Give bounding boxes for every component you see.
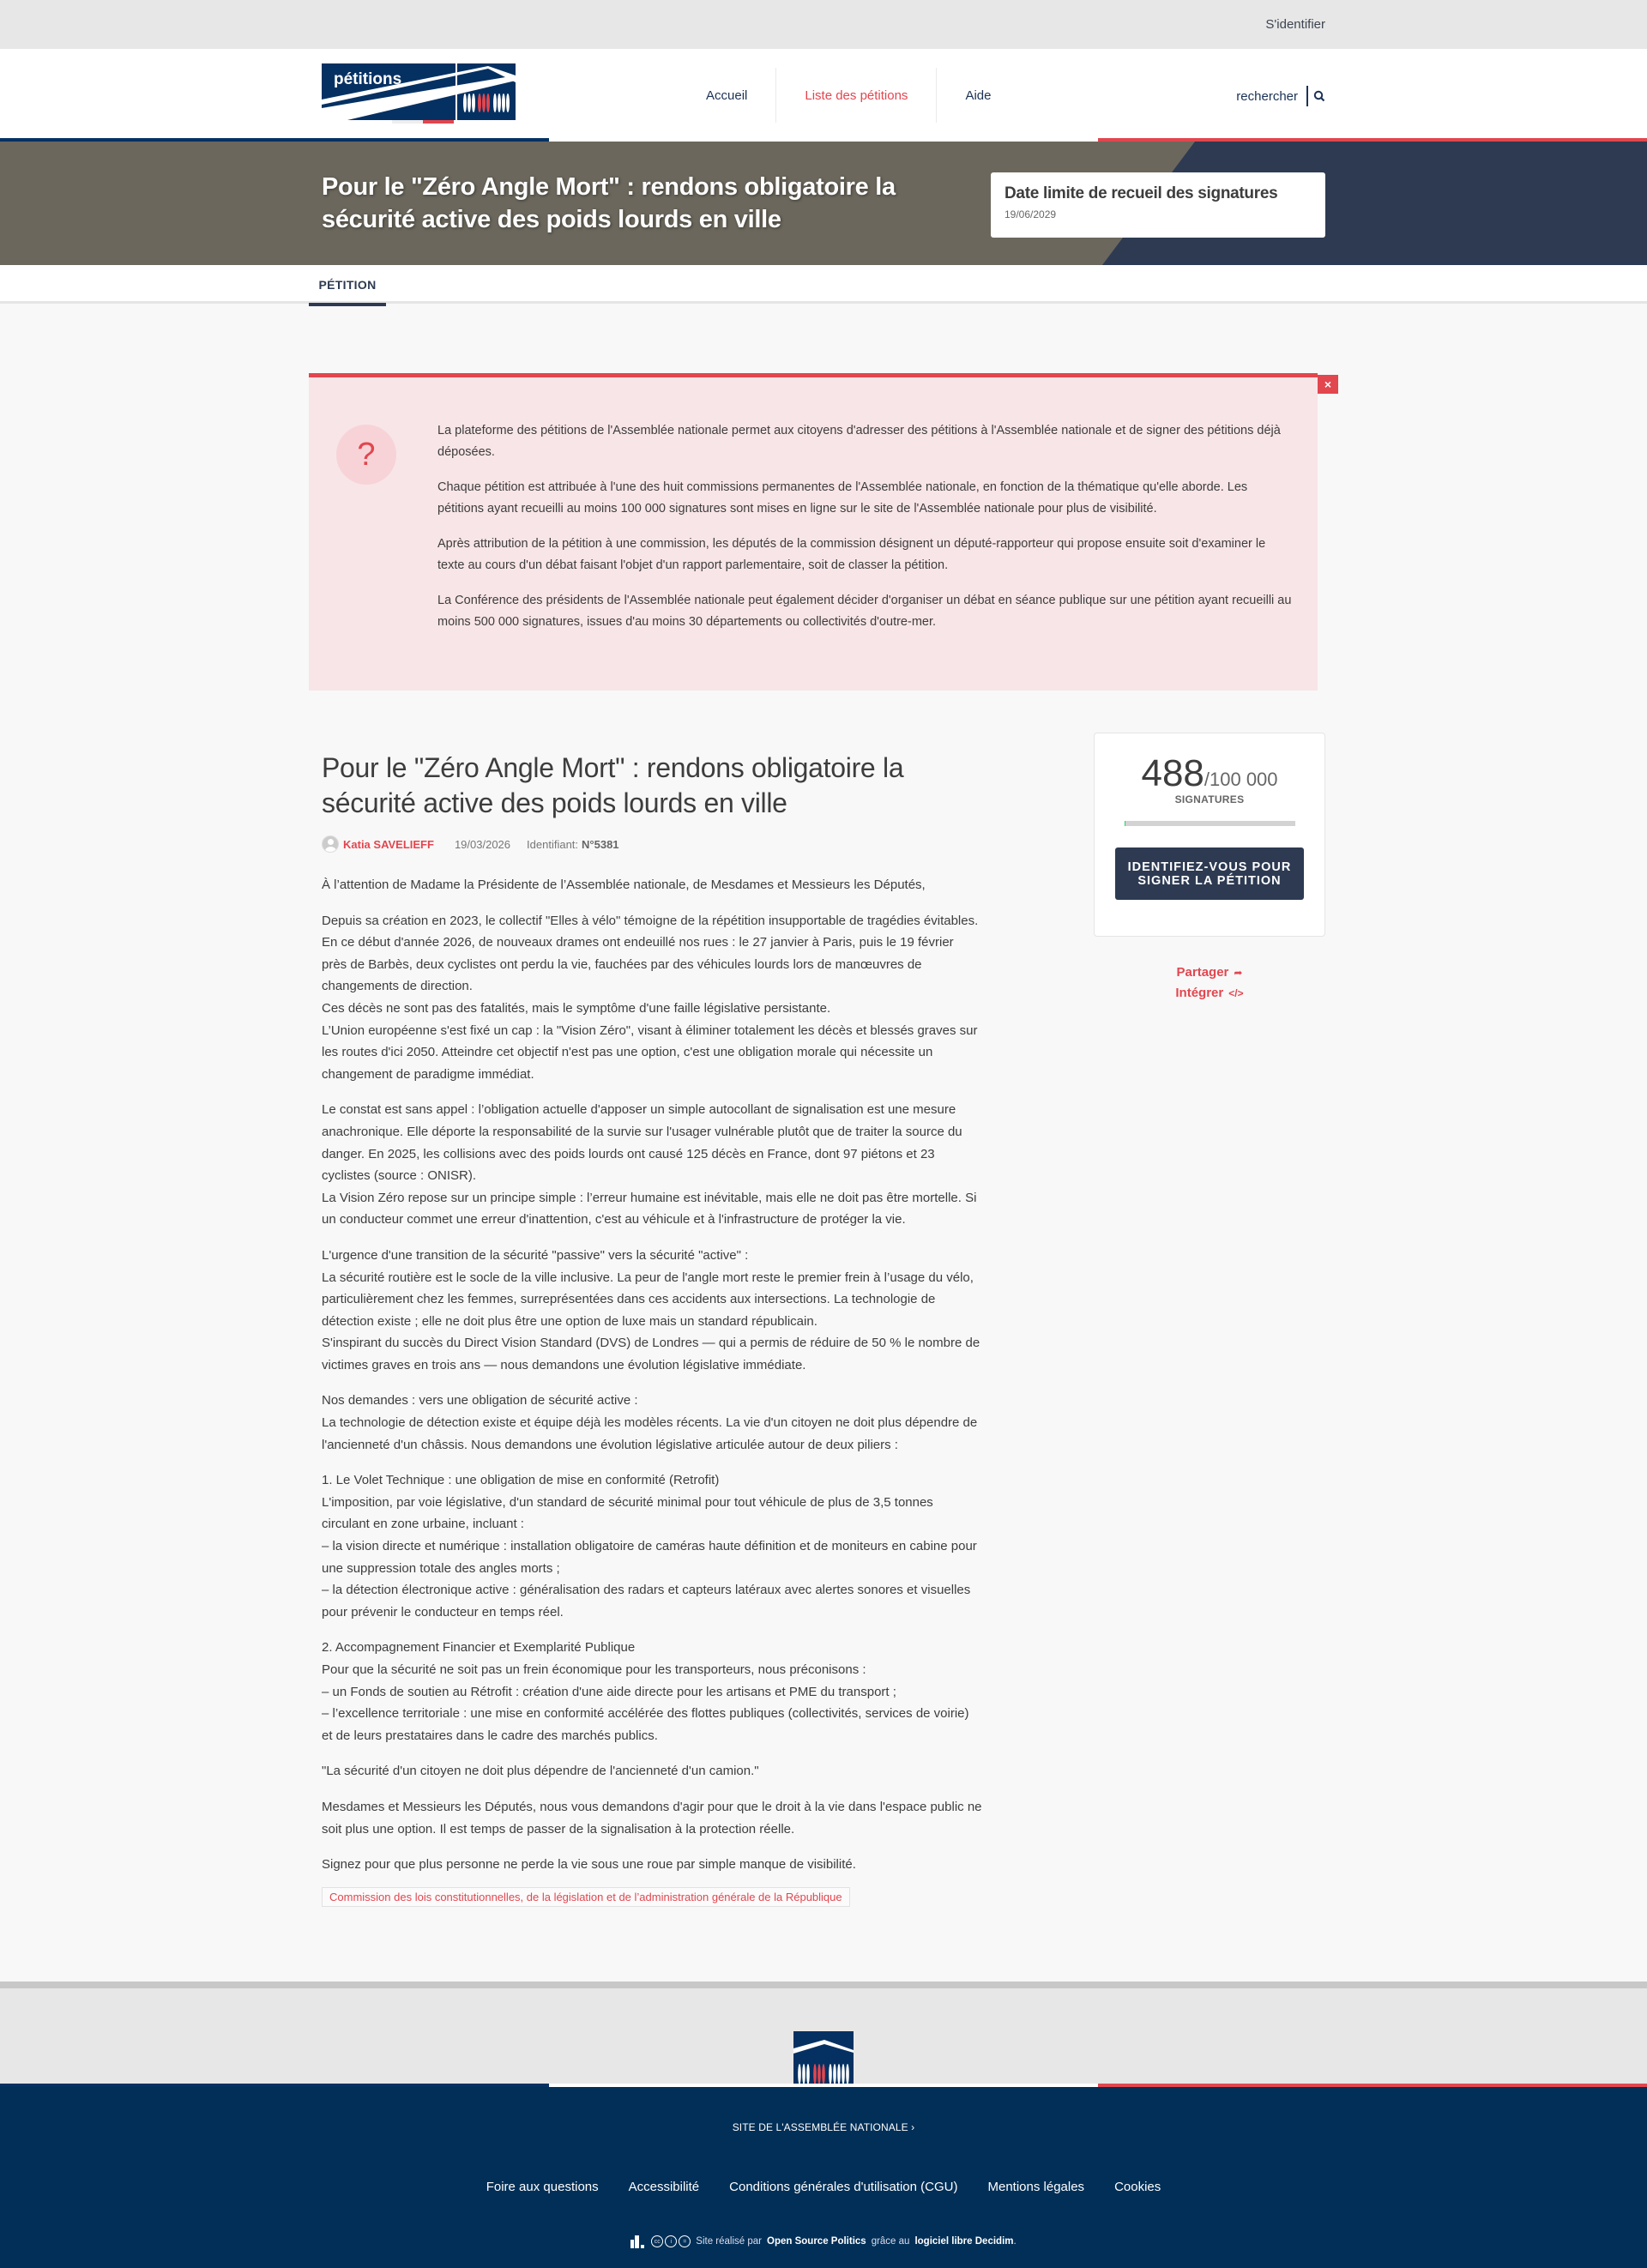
close-callout-button[interactable] bbox=[1318, 375, 1338, 394]
share-links bbox=[1094, 962, 1325, 1004]
petition-paragraph bbox=[322, 1245, 982, 1377]
petition-line: – l’excellence territoriale : une mise en conformité accélérée des flottes publiques (collectivités, services de voirie) et de leurs prestataires dans le cadre des marchés publics. bbox=[322, 1706, 969, 1743]
footer-link-cookies[interactable]: Cookies bbox=[1114, 2180, 1161, 2194]
search-label: rechercher bbox=[1236, 88, 1298, 104]
footer-credit bbox=[0, 2235, 1647, 2248]
petition-title: Pour le "Zéro Angle Mort" : rendons obligatoire la sécurité active des poids lourds en ville bbox=[322, 752, 904, 818]
credit-prefix: Site réalisé par bbox=[696, 2236, 763, 2247]
footer-link-accessibility[interactable]: Accessibilité bbox=[628, 2180, 700, 2194]
petition-line: 2. Accompagnement Financier et Exemplarité Publique bbox=[322, 1640, 636, 1656]
svg-text:pétitions: pétitions bbox=[334, 70, 402, 88]
petition-line: La Vision Zéro repose sur un principe simple : l’erreur humaine est inévitable, mais elle ne doit pas être mortelle. Si un conducteur commet une erreur d'inattention, c'est au véhicule et à l'infrastructure de protéger la vie. bbox=[322, 1190, 977, 1227]
petition-paragraph bbox=[322, 1390, 982, 1456]
footer-link-legal[interactable]: Mentions légales bbox=[987, 2180, 1085, 2194]
petition-meta bbox=[322, 835, 982, 853]
petition-line: À l’attention de Madame la Présidente de l’Assemblée nationale, de Mesdames et Messieurs les Députés, bbox=[322, 878, 926, 892]
author-link[interactable]: Katia SAVELIEFF bbox=[343, 837, 434, 851]
callout-paragraph: Chaque pétition est attribuée à l'une des huit commissions permanentes de l'Assemblée nationale, en fonction de la thématique qu'elle aborde. Les pétitions ayant recueilli au moins 100 000 signatures sont mises en ligne sur le site de l'Assemblée nationale pour plus de visibilité. bbox=[437, 480, 1248, 516]
author-avatar bbox=[322, 835, 339, 853]
share-icon: ➦ bbox=[1234, 967, 1243, 979]
petition-line: 1. Le Volet Technique : une obligation de mise en conformité (Retrofit) bbox=[322, 1473, 720, 1488]
nav-liste-petitions[interactable]: Liste des pétitions bbox=[776, 68, 937, 123]
embed-link[interactable] bbox=[1094, 983, 1325, 1004]
site-header bbox=[0, 49, 1647, 142]
petition-line: "La sécurité d'un citoyen ne doit plus dépendre de l'ancienneté d'un camion." bbox=[322, 1764, 759, 1779]
osp-logo-icon bbox=[630, 2235, 646, 2248]
tab-petition[interactable] bbox=[309, 265, 386, 304]
signature-count-value: 488 bbox=[1141, 752, 1204, 794]
search-divider bbox=[1306, 86, 1308, 106]
embed-label: Intégrer bbox=[1175, 986, 1224, 1000]
deadline-card bbox=[991, 172, 1325, 238]
signature-count bbox=[1095, 752, 1324, 795]
deadline-date: 19/06/2029 bbox=[1004, 208, 1057, 220]
petition-line: Le constat est sans appel : l’obligation actuelle d'apposer un simple autocollant de signalisation est une mesure anachronique. Elle déporte la responsabilité de la survie sur l'usager vulnérable plutôt que de traiter la source du danger. En 2025, les collisions avec des poids lourds ont causé 125 décès en France, dont 97 piétons et 23 cyclistes (source : ONISR). bbox=[322, 1102, 962, 1184]
petition-id-label: Identifiant: bbox=[527, 837, 579, 851]
code-icon: </> bbox=[1228, 987, 1244, 999]
osp-link[interactable] bbox=[767, 2236, 866, 2247]
petition-paragraph bbox=[322, 1099, 982, 1231]
petition-line: Signez pour que plus personne ne perde la vie sous une roue par simple manque de visibilité. bbox=[322, 1857, 856, 1873]
info-callout bbox=[309, 373, 1318, 691]
credit-mid: grâce au bbox=[871, 2236, 910, 2247]
petition-line: – la vision directe et numérique : installation obligatoire de caméras haute définition et de moniteurs en cabine pour une suppression totale des angles morts ; bbox=[322, 1539, 977, 1576]
nav-accueil[interactable]: Accueil bbox=[678, 68, 776, 123]
share-link[interactable] bbox=[1094, 962, 1325, 983]
petition-paragraph bbox=[322, 1854, 982, 1876]
footer-top bbox=[0, 1981, 1647, 2087]
credit-software: logiciel libre Decidim bbox=[914, 2236, 1014, 2247]
petition-line: La technologie de détection existe et équipe déjà les modèles récents. La vie d'un citoyen ne doit plus dépendre de l'ancienneté d'un châssis. Nous demandons une évolution législative articulée autour de deux piliers : bbox=[322, 1415, 978, 1452]
petition-line: Ces décès ne sont pas des fatalités, mais le symptôme d'une faille législative persistante. bbox=[322, 1000, 831, 1016]
sign-petition-button[interactable]: IDENTIFIEZ-VOUS POUR SIGNER LA PÉTITION bbox=[1115, 847, 1304, 900]
petition-paragraph bbox=[322, 910, 982, 1086]
credit-org: Open Source Politics bbox=[767, 2236, 866, 2247]
petition-line: La sécurité routière est le socle de la ville inclusive. La peur de l'angle mort reste le premier frein à l’usage du vélo, particulièrement chez les femmes, surreprésentées dans ces accidents aux intersections. La technologie de détection existe ; elle ne doit plus être une option de luxe mais un standard républicain. bbox=[322, 1270, 974, 1329]
deadline-title: Date limite de recueil des signatures bbox=[1004, 184, 1278, 202]
nav-aide[interactable]: Aide bbox=[965, 87, 992, 103]
petition-hero bbox=[0, 142, 1647, 265]
main-nav bbox=[678, 68, 1019, 123]
footer-link-cgu[interactable]: Conditions générales d'utilisation (CGU) bbox=[729, 2180, 958, 2194]
creative-commons-icon: cc i = bbox=[651, 2235, 691, 2247]
petition-line: – un Fonds de soutien au Rétrofit : création d'une aide directe pour les artisans et PME du transport ; bbox=[322, 1684, 896, 1699]
petition-line: – la détection électronique active : généralisation des radars et capteurs latéraux avec alertes sonores et visuelles pour prévenir le conducteur en temps réel. bbox=[322, 1583, 971, 1620]
petition-body bbox=[322, 874, 982, 1876]
petition-line: Depuis sa création en 2023, le collectif "Elles à vélo" témoigne de la répétition insupportable de tragédies évitables. En ce début d'année 2026, de nouveaux drames ont endeuillé nos rues : le 27 janvier à Paris, puis le 19 février près de Barbès, deux cyclistes ont perdu la vie, fauchées par des véhicules lourds lors de manœuvres de changements de direction. bbox=[322, 913, 979, 994]
chevron-right-icon: › bbox=[911, 2121, 915, 2133]
footer-links bbox=[0, 2180, 1647, 2194]
share-label: Partager bbox=[1176, 965, 1229, 980]
callout-paragraph: La Conférence des présidents de l'Assemblée nationale peut également décider d'organiser un débat en séance publique sur une pétition ayant recueilli au moins 500 000 signatures, issues d'au moins 30 départements ou collectivités d'outre-mer. bbox=[437, 594, 1292, 629]
commission-tag[interactable]: Commission des lois constitutionnelles, de la législation et de l’administration générale de la République bbox=[322, 1887, 850, 1907]
petition-paragraph bbox=[322, 1796, 982, 1840]
signature-goal: /100 000 bbox=[1204, 769, 1278, 790]
callout-text bbox=[437, 420, 1295, 647]
credit-suffix: . bbox=[1013, 2236, 1017, 2247]
login-link[interactable]: S'identifier bbox=[1265, 17, 1325, 32]
petition-paragraph bbox=[322, 874, 982, 896]
petition-paragraph bbox=[322, 1637, 982, 1746]
search-icon bbox=[1313, 90, 1325, 102]
petition-id-value: N°5381 bbox=[582, 837, 619, 851]
question-icon: ? bbox=[336, 425, 396, 485]
tab-bar bbox=[0, 265, 1647, 304]
tab-petition-label: PÉTITION bbox=[318, 277, 377, 292]
tab-active-indicator bbox=[309, 303, 386, 306]
petition-line: L’Union européenne s'est fixé un cap : la "Vision Zéro", visant à éliminer totalement les décès et blessés graves sur les routes d'ici 2050. Atteindre cet objectif n'est pas une option, c'est une obligation morale qui nécessite un changement de paradigme immédiat. bbox=[322, 1022, 978, 1082]
petition-paragraph bbox=[322, 1469, 982, 1623]
petition-line: Nos demandes : vers une obligation de sécurité active : bbox=[322, 1393, 638, 1408]
signatures-label: SIGNATURES bbox=[1174, 793, 1245, 805]
petition-paragraph bbox=[322, 1760, 982, 1782]
close-icon: × bbox=[1324, 377, 1332, 391]
signature-progress-bar bbox=[1125, 821, 1295, 826]
signatures-card bbox=[1094, 733, 1325, 937]
assemblee-site-label: SITE DE L'ASSEMBLÉE NATIONALE bbox=[732, 2121, 908, 2133]
petition-content bbox=[322, 751, 982, 1907]
top-bar bbox=[0, 0, 1647, 49]
site-footer bbox=[0, 2087, 1647, 2268]
callout-paragraph: Après attribution de la pétition à une commission, les députés de la commission désignent un député-rapporteur qui propose ensuite soit d'examiner le texte au cours d'un débat faisant l'objet d'un rapport parlementaire, soit de classer la pétition. bbox=[437, 537, 1266, 572]
decidim-link[interactable] bbox=[914, 2236, 1013, 2247]
hero-title: Pour le "Zéro Angle Mort" : rendons obligatoire la sécurité active des poids lourds en ville bbox=[322, 173, 896, 233]
petition-date: 19/03/2026 bbox=[454, 837, 511, 851]
petition-line: S'inspirant du succès du Direct Vision Standard (DVS) de Londres — qui a permis de réduire de 50 % le nombre de victimes graves en trois ans — nous demandons une évolution législative immédiate. bbox=[322, 1336, 980, 1372]
petition-line: L'imposition, par voie législative, d'un standard de sécurité minimal pour tout véhicule de plus de 3,5 tonnes circulant en zone urbaine, incluant : bbox=[322, 1494, 933, 1532]
assemblee-site-link-wrap bbox=[0, 2121, 1647, 2133]
search-button[interactable] bbox=[1236, 86, 1325, 106]
petition-line: L'urgence d'une transition de la sécurité "passive" vers la sécurité "active" : bbox=[322, 1247, 749, 1263]
footer-link-faq[interactable]: Foire aux questions bbox=[486, 2180, 599, 2194]
petitions-logo[interactable] bbox=[322, 63, 516, 129]
petition-line: Mesdames et Messieurs les Députés, nous vous demandons d'agir pour que le droit à la vie dans l'espace public ne soit plus une option. Il est temps de passer de la signalisation à la protection réelle. bbox=[322, 1799, 982, 1837]
petition-line: Pour que la sécurité ne soit pas un frein économique pour les transporteurs, nous préconisons : bbox=[322, 1662, 866, 1677]
assemblee-site-link[interactable] bbox=[733, 2121, 915, 2133]
callout-paragraph: La plateforme des pétitions de l'Assemblée nationale permet aux citoyens d'adresser des pétitions à l'Assemblée nationale et de signer des pétitions déjà déposées. bbox=[437, 424, 1281, 459]
